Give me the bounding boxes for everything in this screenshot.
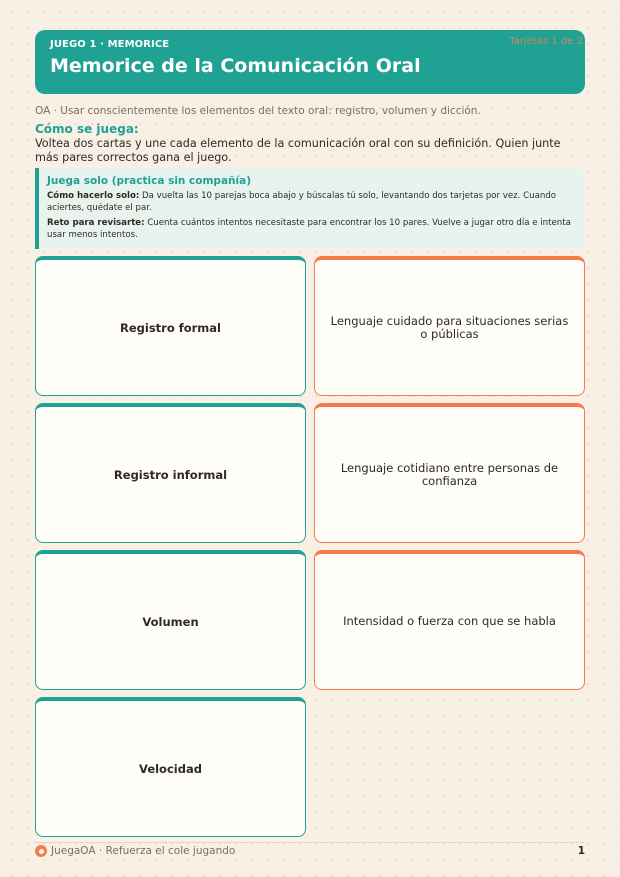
term-card-label: Volumen: [142, 614, 199, 629]
term-card-volumen[interactable]: [35, 550, 306, 690]
howto-title: Cómo se juega:: [35, 122, 139, 136]
page-title: Memorice de la Comunicación Oral: [50, 55, 421, 77]
learning-objective: OA · Usar conscientemente los elementos del texto oral: registro, volumen y dicción.: [35, 105, 481, 117]
game-header: [35, 30, 585, 94]
footer-brand: JuegaOA · Refuerza el cole jugando: [51, 845, 236, 857]
solo-challenge-label: Reto para revisarte:: [47, 218, 145, 228]
page-number: 1: [577, 845, 585, 857]
solo-play-box: [35, 168, 585, 249]
howto-text: Voltea dos cartas y une cada elemento de la comunicación oral con su definición. Quien junte más pares correctos gana el juego.: [35, 137, 561, 164]
term-card-label: Registro formal: [119, 320, 221, 335]
definition-card-registro-informal[interactable]: [314, 403, 585, 543]
solo-challenge-text: Cuenta cuántos intentos necesitaste para encontrar los 10 pares. Vuelve a jugar otro día e intenta usar menos intentos.: [47, 218, 571, 240]
cards-page-tag: Tarjetas 1 de 2: [509, 36, 583, 47]
term-card-velocidad[interactable]: [35, 697, 306, 837]
definition-card-label: Lenguaje cotidiano entre personas de confianza: [340, 460, 559, 488]
term-card-label: Registro informal: [113, 467, 228, 482]
definition-card-volumen[interactable]: [314, 550, 585, 690]
solo-how: [47, 190, 575, 214]
solo-how-text: Da vuelta las 10 parejas boca abajo y búscalas tú solo, levantando dos tarjetas por vez. Cuando aciertes, quédate el par.: [47, 191, 557, 213]
term-card-label: Velocidad: [139, 761, 202, 776]
solo-how-label: Cómo hacerlo solo:: [47, 191, 140, 201]
term-card-registro-formal[interactable]: [35, 256, 306, 396]
definition-card-registro-formal[interactable]: [314, 256, 585, 396]
definition-card-label: Lenguaje cuidado para situaciones serias o públicas: [330, 313, 569, 341]
brand-logo-icon: [35, 845, 47, 857]
term-card-registro-informal[interactable]: [35, 403, 306, 543]
game-kicker: JUEGO 1 · MEMORICE: [50, 39, 170, 50]
definition-card-label: Intensidad o fuerza con que se habla: [343, 614, 556, 628]
footer: [35, 843, 585, 859]
solo-challenge: [47, 217, 575, 241]
solo-title: Juega solo (practica sin compañía): [47, 175, 251, 187]
